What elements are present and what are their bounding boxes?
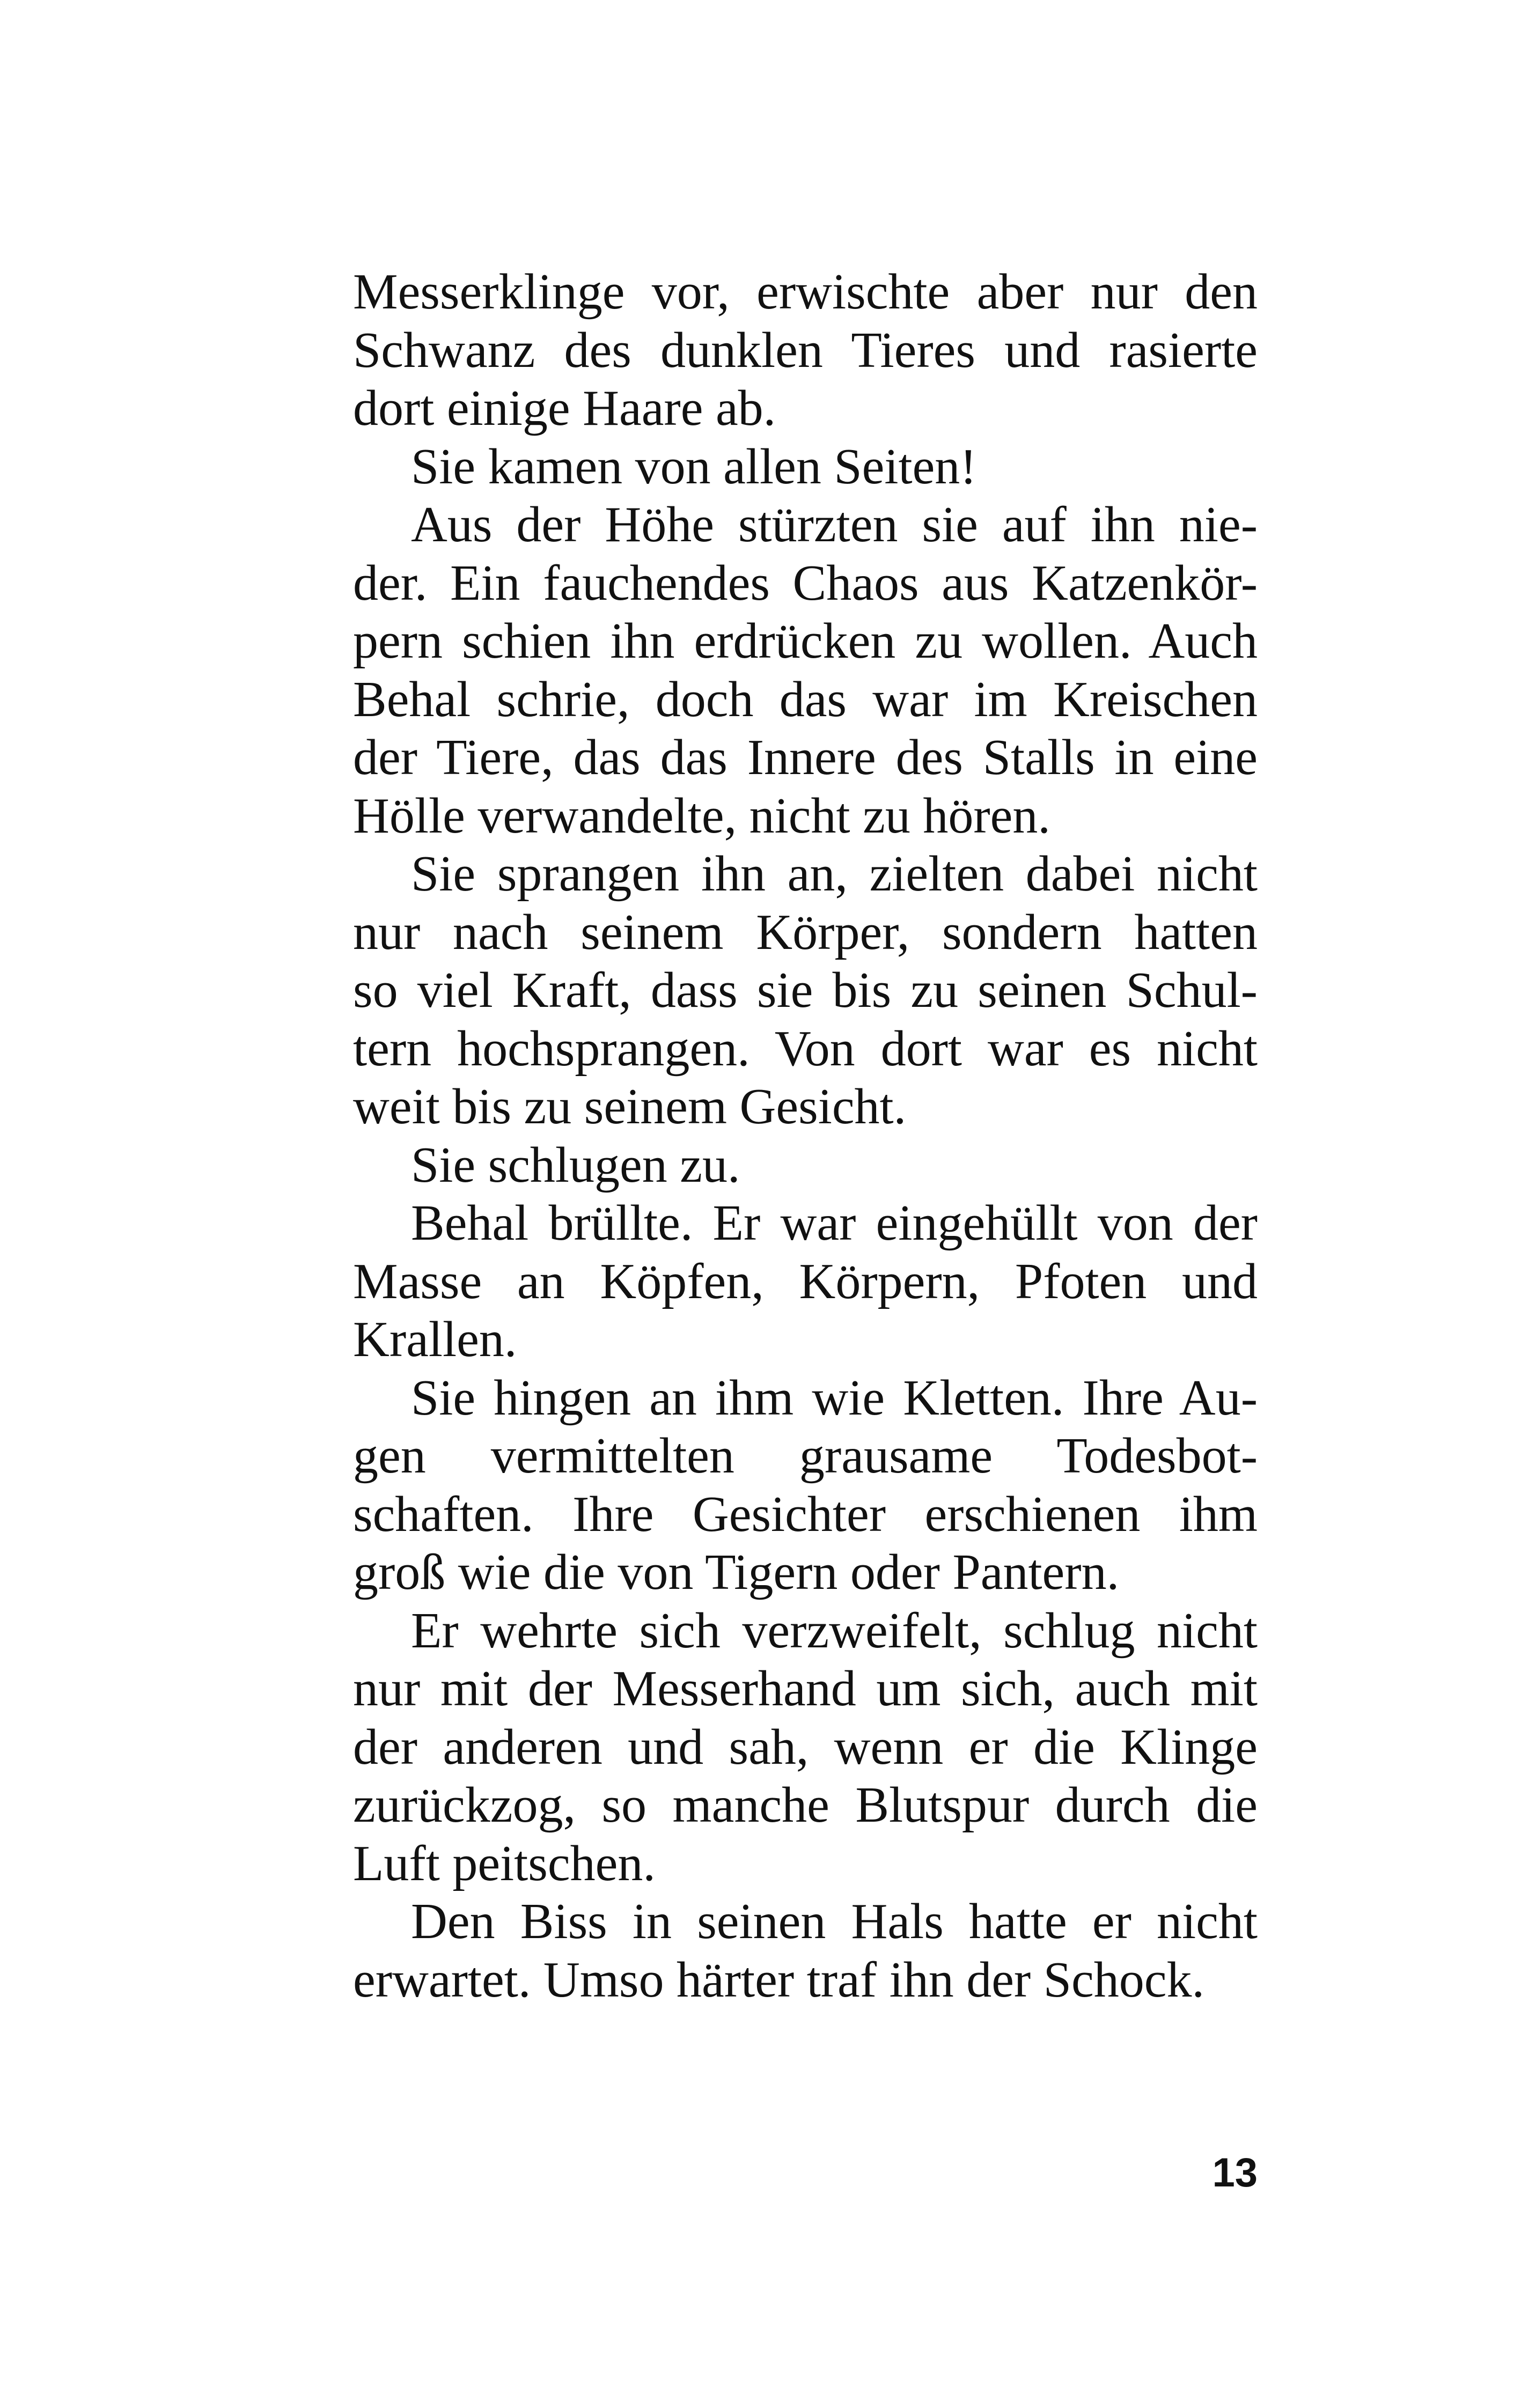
text-line: nur mit der Messerhand um sich, auch mit <box>353 1661 1258 1717</box>
paragraph <box>353 1369 1258 1602</box>
text-line: Messerklinge vor, erwischte aber nur den <box>353 264 1258 320</box>
text-line: Aus der Höhe stürzten sie auf ihn nie- <box>411 497 1258 553</box>
text-line: Er wehrte sich verzweifelt, schlug nicht <box>411 1602 1258 1659</box>
text-line: der anderen und sah, wenn er die Klinge <box>353 1719 1258 1775</box>
paragraph <box>353 1136 1258 1195</box>
text-line: nur nach seinem Körper, sondern hatten <box>353 904 1258 960</box>
paragraph <box>353 845 1258 1136</box>
text-line: zurückzog, so manche Blutspur durch die <box>353 1777 1258 1833</box>
text-line: Den Biss in seinen Hals hatte er nicht <box>411 1894 1258 1949</box>
page-number: 13 <box>1212 2150 1258 2196</box>
text-line: so viel Kraft, dass sie bis zu seinen Schul- <box>353 962 1258 1018</box>
text-line: Sie hingen an ihm wie Kletten. Ihre Au- <box>411 1369 1258 1426</box>
text-line: gen vermittelten grausame Todesbot- <box>353 1428 1258 1484</box>
text-line: weit bis zu seinem Gesicht. <box>353 1079 907 1135</box>
text-line: Behal brüllte. Er war eingehüllt von der <box>411 1195 1258 1251</box>
body-text <box>353 263 1258 2009</box>
text-line: Hölle verwandelte, nicht zu hören. <box>353 787 1050 844</box>
text-line: Luft peitschen. <box>353 1835 656 1891</box>
text-line: Sie schlugen zu. <box>411 1137 740 1193</box>
paragraph <box>353 438 1258 496</box>
text-line: Behal schrie, doch das war im Kreischen <box>353 671 1258 727</box>
paragraph <box>353 1892 1258 2009</box>
text-line: der. Ein fauchendes Chaos aus Katzenkör- <box>353 555 1258 611</box>
text-line: Krallen. <box>353 1312 517 1367</box>
paragraph <box>353 496 1258 845</box>
text-line: Schwanz des dunklen Tieres und rasierte <box>353 322 1258 378</box>
paragraph <box>353 263 1258 438</box>
text-line: pern schien ihn erdrücken zu wollen. Auch <box>353 613 1258 669</box>
text-line: schaften. Ihre Gesichter erschienen ihm <box>353 1486 1258 1542</box>
paragraph <box>353 1602 1258 1893</box>
text-line: Sie kamen von allen Seiten! <box>411 438 977 495</box>
text-line: Masse an Köpfen, Körpern, Pfoten und <box>353 1253 1258 1309</box>
text-line: groß wie die von Tigern oder Pantern. <box>353 1544 1120 1600</box>
text-line: tern hochsprangen. Von dort war es nicht <box>353 1020 1258 1077</box>
paragraph <box>353 1194 1258 1369</box>
text-line: der Tiere, das das Innere des Stalls in eine <box>353 730 1258 785</box>
text-line: dort einige Haare ab. <box>353 380 776 436</box>
text-line: Sie sprangen ihn an, zielten dabei nicht <box>411 846 1258 902</box>
text-line: erwartet. Umso härter traf ihn der Schock. <box>353 1952 1204 2008</box>
